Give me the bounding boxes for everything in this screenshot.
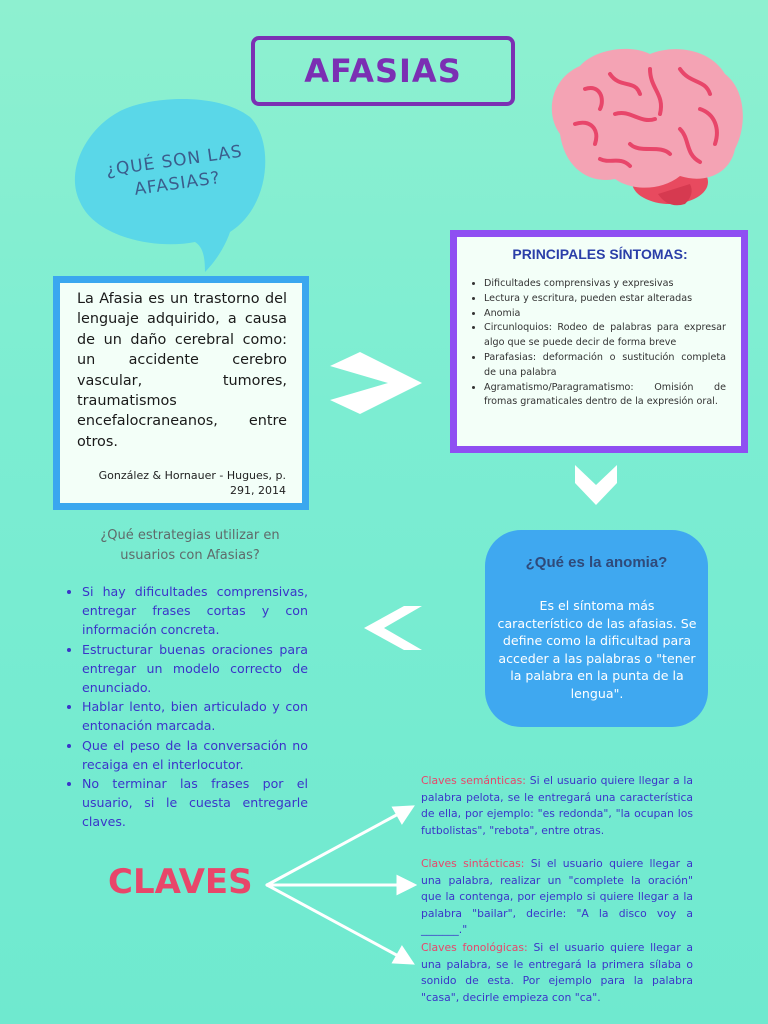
clave-text: Si el usuario quiere llegar a una palabra, realizar un "complete la oración" que la contenga, por ejemplo si quiere llegar a la palabra "bailar", decirle: "A la disco voy a _______." [421,857,694,936]
anomia-title: ¿Qué es la anomia? [525,554,668,571]
list-item: • Que el peso de la conversación no recaiga en el interlocutor. [82,736,308,774]
list-item: • Anomia [484,307,726,322]
strategies-title: ¿Qué estrategias utilizar en usuarios con Afasias? [100,528,280,563]
symptoms-list [468,277,726,410]
clave-fonologica [421,940,693,1006]
chevron-left-icon [364,606,422,650]
clave-semantica [421,773,693,839]
brain-icon [540,44,750,212]
clave-text: Si el usuario quiere llegar a la palabra pelota, se le entregará una característica de ella, por ejemplo: "es redonda", "la ocupan los futbolistas", "rebota", entre otras. [421,774,693,837]
page-title: AFASIAS [304,52,462,90]
clave-label: Claves fonológicas: [421,941,528,954]
title-box [251,36,515,106]
arrow-icon [262,800,417,970]
clave-label: Claves sintácticas: [421,857,525,870]
symptoms-title: PRINCIPALES SÍNTOMAS: [512,246,688,262]
strategies-list [64,582,308,832]
definition-citation: González & Hornauer - Hugues, p. 291, 2014 [98,469,286,497]
bubble-question: ¿QUÉ SON LAS AFASIAS? [104,141,244,200]
anomia-text: Es el síntoma más característico de las afasias. Se define como la dificultad para acceder a las palabras o "tener la palabra en la punta de la lengua". [497,598,697,701]
list-item: • Si hay dificultades comprensivas, entregar frases cortas y con información concreta. [82,582,308,640]
definition-text: La Afasia es un trastorno del lenguaje adquirido, a causa de un daño cerebral como: un accidente cerebro vascular, tumores, traumatismos encefalocraneanos, entre otros. [77,291,287,450]
chevron-right-icon [330,352,422,414]
claves-title: CLAVES [108,862,253,902]
clave-text: Si el usuario quiere llegar a una palabra, se le entregará la primera sílaba o sonido de esta. Por ejemplo para la palabra "casa", decirle empieza con "ca". [421,941,694,1004]
list-item: • No terminar las frases por el usuario, si le cuesta entregarle claves. [82,774,308,832]
clave-sintactica [421,856,693,939]
chevron-down-icon [575,465,617,505]
list-item: • Parafasias: deformación o sustitución completa de una palabra [484,351,726,381]
list-item: • Estructurar buenas oraciones para entregar un modelo correcto de enunciado. [82,640,308,698]
list-item: • Hablar lento, bien articulado y con entonación marcada. [82,697,308,735]
list-item: • Lectura y escritura, pueden estar alteradas [484,292,726,307]
list-item: • Circunloquios: Rodeo de palabras para expresar algo que se puede decir de forma breve [484,321,726,351]
clave-label: Claves semánticas: [421,774,526,787]
list-item: • Dificultades comprensivas y expresivas [484,277,726,292]
list-item: • Agramatismo/Paragramatismo: Omisión de fromas gramaticales dentro de la expresión oral. [484,381,726,411]
